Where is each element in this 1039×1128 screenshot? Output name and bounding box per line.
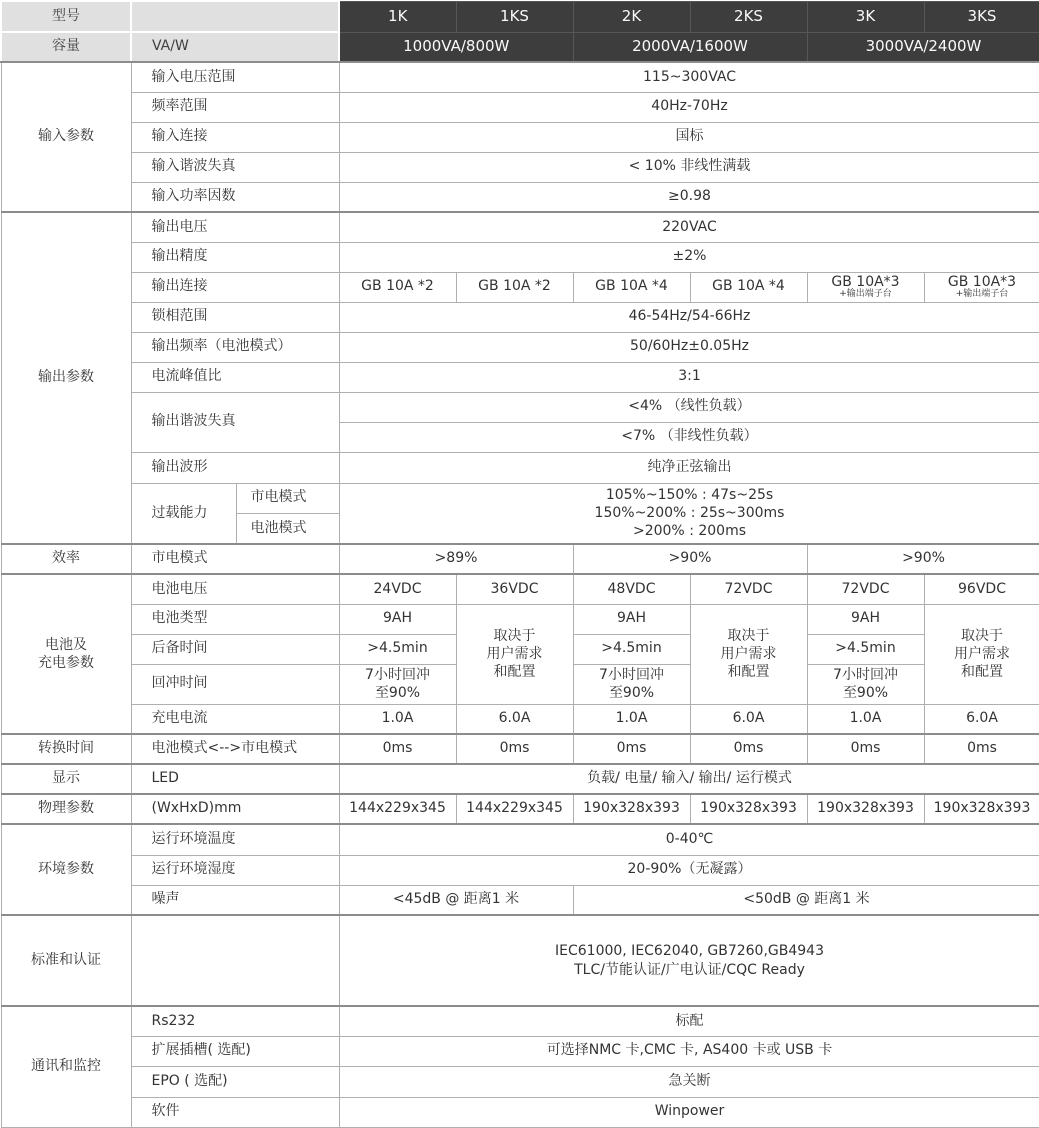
standards-blank-label (131, 915, 339, 1006)
output-row-crest (1, 362, 1039, 392)
value-charge-current-2ks: 6.0A (690, 704, 807, 734)
section-environment: 环境参数 (1, 824, 131, 915)
environment-row-temperature (1, 824, 1039, 855)
recharge-line1: 7小时回冲 (365, 666, 430, 683)
recharge-line1: 7小时回冲 (599, 666, 664, 683)
value-output-connection-3ks-main: GB 10A*3 (947, 274, 1017, 291)
input-row-voltage (1, 62, 1039, 92)
communication-row-software (1, 1097, 1039, 1127)
value-standards-line1: IEC61000, IEC62040, GB7260,GB4943 (555, 943, 824, 960)
value-dimensions-2k: 190x328x393 (573, 794, 690, 824)
custom-line1: 取决于 (727, 627, 770, 644)
value-battery-type-1k: 9AH (339, 604, 456, 634)
value-output-connection-3k-note: +输出端子台 (839, 288, 892, 299)
value-output-connection-3k-main: GB 10A*3 (831, 274, 900, 291)
value-output-thd-nonlinear: <7% （非线性负载） (339, 422, 1039, 452)
transfer-row (1, 734, 1039, 764)
custom-line2: 用户需求 (954, 645, 1010, 662)
value-overload-line1: 105%~150% : 47s~25s (605, 486, 774, 503)
label-input-voltage-range: 输入电压范围 (131, 62, 339, 92)
value-phase-lock-range: 46-54Hz/54-66Hz (339, 302, 1039, 332)
input-row-frequency (1, 92, 1039, 122)
output-row-overload-mains (1, 483, 1039, 513)
model-header-3ks: 3KS (924, 1, 1039, 32)
output-row-voltage (1, 212, 1039, 242)
capacity-1k: 1000VA/800W (339, 32, 573, 62)
label-led: LED (131, 764, 339, 794)
label-operating-temperature: 运行环境温度 (131, 824, 339, 855)
model-row (1, 1, 1039, 32)
value-input-thd: < 10% 非线性满载 (339, 152, 1039, 182)
value-input-voltage-range: 115~300VAC (339, 62, 1039, 92)
battery-row-type (1, 604, 1039, 634)
recharge-line2: 至90% (842, 685, 889, 701)
value-transfer-1ks: 0ms (456, 734, 573, 764)
output-row-frequency (1, 332, 1039, 362)
value-expansion-slot: 可选择NMC 卡,CMC 卡, AS400 卡或 USB 卡 (339, 1036, 1039, 1066)
value-recharge-time-2k (573, 664, 690, 704)
value-operating-humidity: 20-90%（无凝露） (339, 855, 1039, 885)
model-header-3k: 3K (807, 1, 924, 32)
input-row-thd (1, 152, 1039, 182)
value-battery-type-2k: 9AH (573, 604, 690, 634)
value-efficiency-1k: >89% (339, 544, 573, 574)
value-output-waveform: 纯净正弦输出 (339, 452, 1039, 483)
value-charge-current-3k: 1.0A (807, 704, 924, 734)
value-output-connection-3ks-note: +输出端子台 (955, 288, 1009, 299)
value-dimensions-2ks: 190x328x393 (690, 794, 807, 824)
display-row (1, 764, 1039, 794)
communication-row-slot (1, 1036, 1039, 1066)
value-charge-current-2k: 1.0A (573, 704, 690, 734)
label-overload: 过载能力 (131, 483, 236, 544)
input-row-connection (1, 122, 1039, 152)
standards-row (1, 915, 1039, 1006)
label-noise: 噪声 (131, 885, 339, 915)
label-expansion-slot: 扩展插槽( 选配) (131, 1036, 339, 1066)
model-header-1k: 1K (339, 1, 456, 32)
label-output-thd: 输出谐波失真 (131, 392, 339, 452)
value-battery-custom-1ks (456, 604, 573, 704)
label-software: 软件 (131, 1097, 339, 1127)
label-dimensions: (WxHxD)mm (131, 794, 339, 824)
custom-line2: 用户需求 (720, 645, 777, 662)
label-output-precision: 输出精度 (131, 242, 339, 272)
label-efficiency-mains: 市电模式 (131, 544, 339, 574)
value-operating-temperature: 0-40℃ (339, 824, 1039, 855)
section-communication: 通讯和监控 (1, 1006, 131, 1127)
section-output: 输出参数 (1, 212, 131, 544)
capacity-row (1, 32, 1039, 62)
value-standards-line2: TLC/节能认证/广电认证/CQC Ready (574, 961, 805, 978)
model-header-1ks: 1KS (456, 1, 573, 32)
value-dimensions-3ks: 190x328x393 (924, 794, 1039, 824)
value-battery-voltage-2k: 48VDC (573, 574, 690, 604)
label-phase-lock-range: 锁相范围 (131, 302, 339, 332)
section-standards: 标准和认证 (1, 915, 131, 1006)
value-transfer-2k: 0ms (573, 734, 690, 764)
label-rs232: Rs232 (131, 1006, 339, 1036)
value-battery-type-3k: 9AH (807, 604, 924, 634)
capacity-3k: 3000VA/2400W (807, 32, 1039, 62)
label-transfer-modes: 电池模式<-->市电模式 (131, 734, 339, 764)
label-battery-voltage: 电池电压 (131, 574, 339, 604)
label-input-connection: 输入连接 (131, 122, 339, 152)
value-efficiency-2k: >90% (573, 544, 807, 574)
value-overload (339, 483, 1039, 544)
communication-row-epo (1, 1066, 1039, 1097)
value-battery-custom-3ks (924, 604, 1039, 704)
value-software: Winpower (339, 1097, 1039, 1127)
output-row-waveform (1, 452, 1039, 483)
value-input-power-factor: ≥0.98 (339, 182, 1039, 212)
output-row-precision (1, 242, 1039, 272)
value-output-voltage: 220VAC (339, 212, 1039, 242)
model-header-2k: 2K (573, 1, 690, 32)
label-output-waveform: 输出波形 (131, 452, 339, 483)
label-output-voltage: 输出电压 (131, 212, 339, 242)
value-recharge-time-1k (339, 664, 456, 704)
label-output-connection: 输出连接 (131, 272, 339, 302)
value-input-frequency-range: 40Hz-70Hz (339, 92, 1039, 122)
value-dimensions-3k: 190x328x393 (807, 794, 924, 824)
battery-row-voltage (1, 574, 1039, 604)
value-output-connection-1ks: GB 10A *2 (456, 272, 573, 302)
value-output-connection-1k: GB 10A *2 (339, 272, 456, 302)
physical-row (1, 794, 1039, 824)
section-efficiency: 效率 (1, 544, 131, 574)
value-output-connection-3ks (924, 272, 1039, 302)
model-row-label: 型号 (1, 1, 131, 32)
value-backup-time-1k: >4.5min (339, 634, 456, 664)
label-input-frequency-range: 频率范围 (131, 92, 339, 122)
capacity-2k: 2000VA/1600W (573, 32, 807, 62)
value-backup-time-3k: >4.5min (807, 634, 924, 664)
value-output-precision: ±2% (339, 242, 1039, 272)
value-charge-current-1k: 1.0A (339, 704, 456, 734)
model-header-2ks: 2KS (690, 1, 807, 32)
section-physical: 物理参数 (1, 794, 131, 824)
output-row-phase-lock (1, 302, 1039, 332)
value-transfer-2ks: 0ms (690, 734, 807, 764)
output-row-thd-linear (1, 392, 1039, 422)
value-led: 负载/ 电量/ 输入/ 输出/ 运行模式 (339, 764, 1039, 794)
section-battery-line2: 充电参数 (38, 655, 94, 671)
custom-line3: 和配置 (727, 664, 770, 681)
recharge-line2: 至90% (608, 685, 655, 701)
label-operating-humidity: 运行环境湿度 (131, 855, 339, 885)
input-row-power-factor (1, 182, 1039, 212)
value-input-connection: 国标 (339, 122, 1039, 152)
section-transfer: 转换时间 (1, 734, 131, 764)
label-output-frequency: 输出频率（电池模式） (131, 332, 339, 362)
label-recharge-time: 回冲时间 (131, 664, 339, 704)
value-backup-time-2k: >4.5min (573, 634, 690, 664)
label-backup-time: 后备时间 (131, 634, 339, 664)
label-battery-type: 电池类型 (131, 604, 339, 634)
value-noise-1k: <45dB @ 距离1 米 (339, 885, 573, 915)
value-noise-2k3k: <50dB @ 距离1 米 (573, 885, 1039, 915)
value-battery-voltage-1k: 24VDC (339, 574, 456, 604)
value-charge-current-1ks: 6.0A (456, 704, 573, 734)
value-overload-line3: >200% : 200ms (632, 523, 747, 540)
capacity-unit: VA/W (131, 32, 339, 62)
value-output-connection-2k: GB 10A *4 (573, 272, 690, 302)
value-crest-ratio: 3:1 (339, 362, 1039, 392)
value-rs232: 标配 (339, 1006, 1039, 1036)
value-battery-voltage-3ks: 96VDC (924, 574, 1039, 604)
section-display: 显示 (1, 764, 131, 794)
recharge-line1: 7小时回冲 (833, 666, 898, 683)
value-battery-voltage-1ks: 36VDC (456, 574, 573, 604)
label-input-thd: 输入谐波失真 (131, 152, 339, 182)
value-battery-voltage-3k: 72VDC (807, 574, 924, 604)
value-epo: 急关断 (339, 1066, 1039, 1097)
label-input-power-factor: 输入功率因数 (131, 182, 339, 212)
value-output-thd-linear: <4% （线性负载） (339, 392, 1039, 422)
custom-line3: 和配置 (493, 664, 536, 681)
communication-row-rs232 (1, 1006, 1039, 1036)
value-efficiency-3k: >90% (807, 544, 1039, 574)
value-charge-current-3ks: 6.0A (924, 704, 1039, 734)
value-battery-custom-2ks (690, 604, 807, 704)
value-recharge-time-3k (807, 664, 924, 704)
label-overload-mains-mode: 市电模式 (236, 483, 339, 513)
value-transfer-1k: 0ms (339, 734, 456, 764)
section-battery-line1: 电池及 (45, 636, 87, 653)
value-output-frequency: 50/60Hz±0.05Hz (339, 332, 1039, 362)
value-standards (339, 915, 1039, 1006)
custom-line1: 取决于 (493, 627, 536, 644)
label-crest-ratio: 电流峰值比 (131, 362, 339, 392)
section-input: 输入参数 (1, 62, 131, 212)
value-overload-line2: 150%~200% : 25s~300ms (594, 505, 785, 522)
label-epo: EPO ( 选配) (131, 1066, 339, 1097)
section-battery (1, 574, 131, 734)
value-output-connection-2ks: GB 10A *4 (690, 272, 807, 302)
capacity-row-label: 容量 (1, 32, 131, 62)
value-dimensions-1k: 144x229x345 (339, 794, 456, 824)
efficiency-row (1, 544, 1039, 574)
recharge-line2: 至90% (374, 685, 421, 701)
value-output-connection-3k (807, 272, 924, 302)
custom-line3: 和配置 (961, 664, 1003, 681)
custom-line1: 取决于 (961, 627, 1003, 644)
value-transfer-3k: 0ms (807, 734, 924, 764)
value-battery-voltage-2ks: 72VDC (690, 574, 807, 604)
environment-row-humidity (1, 855, 1039, 885)
label-overload-battery-mode: 电池模式 (236, 513, 339, 544)
environment-row-noise (1, 885, 1039, 915)
battery-row-current (1, 704, 1039, 734)
value-dimensions-1ks: 144x229x345 (456, 794, 573, 824)
custom-line2: 用户需求 (486, 645, 543, 662)
output-row-connection (1, 272, 1039, 302)
value-transfer-3ks: 0ms (924, 734, 1039, 764)
label-charge-current: 充电电流 (131, 704, 339, 734)
model-row-blank (131, 1, 339, 32)
